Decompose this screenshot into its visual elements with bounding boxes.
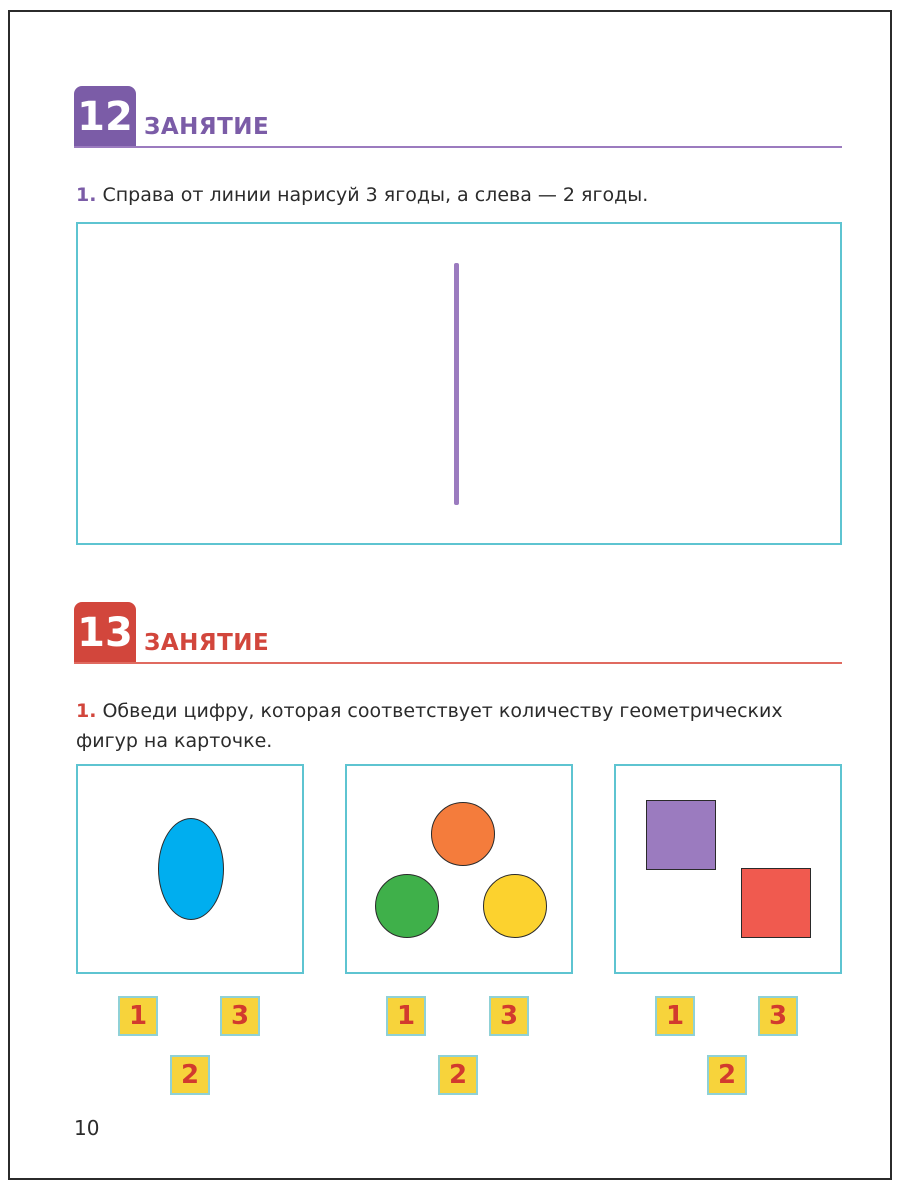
card-3-option-3[interactable]: 3 <box>758 996 798 1036</box>
lesson-12-task-text: Справа от линии нарисуй 3 ягоды, а слева — 2 ягоды. <box>102 184 649 206</box>
lesson-13-number: 13 <box>74 602 136 664</box>
page-number: 10 <box>74 1116 100 1140</box>
lesson-12-rule <box>74 146 842 148</box>
vertical-divider-line <box>454 263 459 505</box>
card-1-option-3[interactable]: 3 <box>220 996 260 1036</box>
card-1 <box>76 764 304 974</box>
card-3 <box>614 764 842 974</box>
green-circle <box>375 874 439 938</box>
card-2-option-2[interactable]: 2 <box>438 1055 478 1095</box>
lesson-13-task-number: 1. <box>76 700 97 722</box>
lesson-13-header <box>74 602 842 664</box>
card-1-option-2[interactable]: 2 <box>170 1055 210 1095</box>
orange-circle <box>431 802 495 866</box>
drawing-area[interactable] <box>76 222 842 545</box>
lesson-13-rule <box>74 662 842 664</box>
lesson-13-title: ЗАНЯТИЕ <box>144 630 270 656</box>
lesson-12-title: ЗАНЯТИЕ <box>144 114 270 140</box>
card-3-option-2[interactable]: 2 <box>707 1055 747 1095</box>
card-2-option-1[interactable]: 1 <box>386 996 426 1036</box>
lesson-12-task-number: 1. <box>76 184 97 206</box>
lesson-13-task-text: Обведи цифру, которая соответствует количеству геометрических фигур на карточке. <box>76 700 783 752</box>
red-square <box>741 868 811 938</box>
lesson-12-number: 12 <box>74 86 136 148</box>
card-2-option-3[interactable]: 3 <box>489 996 529 1036</box>
yellow-circle <box>483 874 547 938</box>
card-2 <box>345 764 573 974</box>
lesson-12-task <box>76 180 846 210</box>
card-3-option-1[interactable]: 1 <box>655 996 695 1036</box>
card-1-option-1[interactable]: 1 <box>118 996 158 1036</box>
blue-ellipse <box>158 818 224 920</box>
lesson-12-header <box>74 86 842 148</box>
purple-square <box>646 800 716 870</box>
lesson-13-task <box>76 696 846 756</box>
